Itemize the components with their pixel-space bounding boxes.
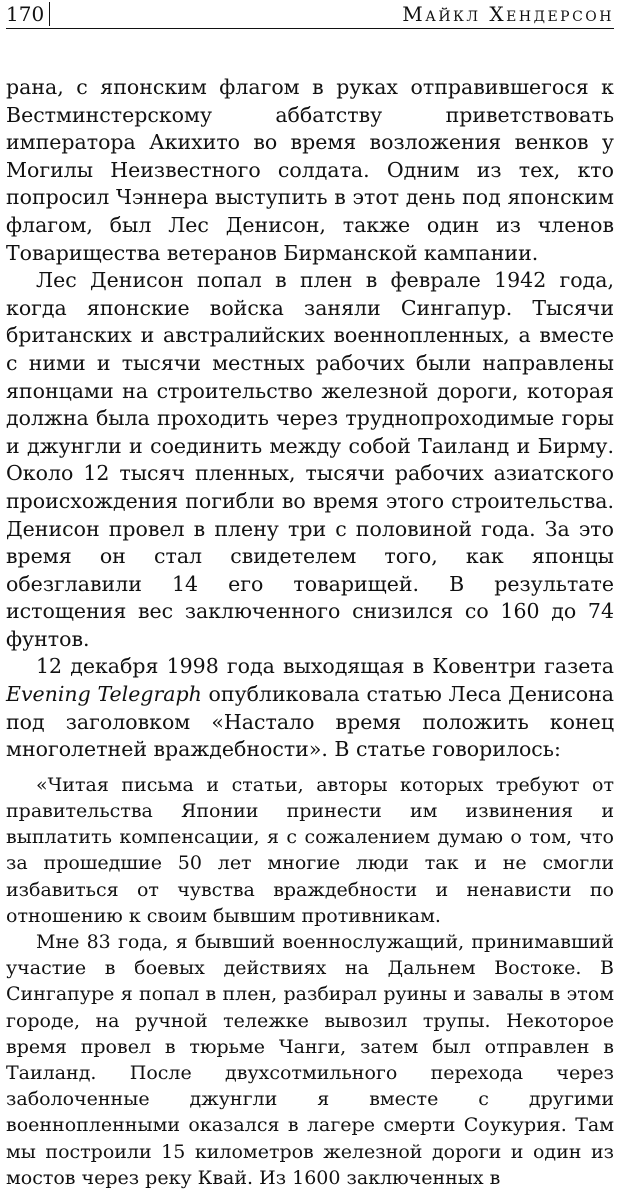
paragraph-newspaper-article <box>6 653 614 763</box>
newspaper-title: Evening Telegraph <box>6 682 202 707</box>
running-header <box>6 2 614 29</box>
page-body <box>6 74 614 1191</box>
paragraph-denison-captivity: Лес Денисон попал в плен в феврале 1942 года, когда японские войска заняли Сингапур. Тысячи британских и австралийских военнопленных, а вместе с ними и тысячи местных рабочих были направлены японцами на строительство железной дороги, которая должна была проходить через труднопроходимые горы и джунгли и соединить между собой Таиланд и Бирму. Около 12 тысяч пленных, тысячи рабочих азиатского происхождения погибли во время этого строительства. Денисон провел в плену три с половиной года. За это время он стал свидетелем того, как японцы обезглавили 14 его товарищей. В результате истощения вес заключенного снизился со 160 до 74 фунтов. <box>6 268 614 651</box>
quote-paragraph-1: «Читая письма и статьи, авторы которых требуют от правительства Японии принести им извинения и выплатить компенсации, я с сожалением думаю о том, что за прошедшие 50 лет многие люди так и не смогли избавиться от чувства враждебности и ненависти по отношению к своим бывшим противникам. <box>6 773 614 927</box>
article-intro-text: 12 декабря 1998 года выходящая в Ковентри газета <box>36 654 614 679</box>
article-intro-end: опубликовала статью Леса Денисона под заголовком «Настало время положить конец многолетней враждебности». В статье говорилось: <box>6 682 614 762</box>
running-head-author: Майкл Хендерсон <box>402 2 614 26</box>
quote-paragraph-2: Мне 83 года, я бывший военнослужащий, принимавший участие в боевых действиях на Дальнем Востоке. В Сингапуре я попал в плен, разбирал руины и завалы в этом городе, на ручной тележке вывозил трупы. Некоторое время провел в тюрьме Чанги, затем был отправлен в Таиланд. После двухсотмильного перехода через заболоченные джунгли я вместе с другими военнопленными оказался в лагере смерти Соукурия. Там мы построили 15 километров железной дороги и один из мостов через реку Квай. Из 1600 заключенных в <box>6 931 614 1189</box>
page-number: 170 <box>6 2 50 26</box>
paragraph-continuation: рана, с японским флагом в руках отправившегося к Вестминстерскому аббатству приветствовать императора Акихито во время возложения венков у Могилы Неизвестного солдата. Одним из тех, кто попросил Чэннера выступить в этот день под японским флагом, был Лес Денисон, также один из членов Товарищества ветеранов Бирманской кампании. <box>6 75 614 265</box>
